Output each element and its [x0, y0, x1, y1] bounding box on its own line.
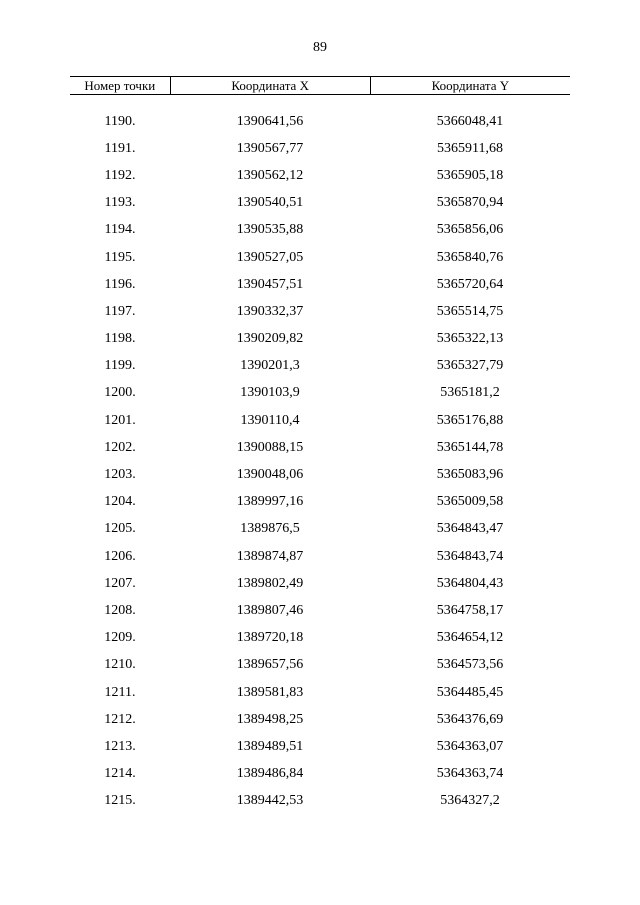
coordinate-y-cell: 5365840,76: [436, 249, 504, 265]
coordinate-x-cell: 1390201,3: [240, 358, 300, 374]
point-number-cell: 1194.: [104, 222, 136, 238]
coordinate-y-cell: 5365514,75: [436, 303, 504, 319]
coordinate-x-cell: 1390527,05: [236, 249, 304, 265]
coordinate-y-cell: 5364327,2: [440, 793, 500, 809]
coordinate-y-cell: 5365322,13: [436, 331, 504, 347]
table-body: [70, 108, 570, 815]
coordinate-x-cell: 1390535,88: [236, 222, 304, 238]
coordinate-y-cell: 5365009,58: [436, 494, 504, 510]
coordinate-x-cell: 1390641,56: [236, 113, 304, 129]
table-row: [70, 190, 570, 217]
table-row: [70, 135, 570, 162]
coordinate-y-cell: 5365083,96: [436, 467, 504, 483]
table-row: [70, 597, 570, 624]
point-number-cell: 1196.: [104, 276, 136, 292]
table-row: [70, 108, 570, 135]
point-number-cell: 1206.: [104, 548, 136, 564]
coordinate-y-cell: 5364485,45: [436, 684, 504, 700]
coordinate-x-cell: 1389498,25: [236, 711, 304, 727]
table-row: [70, 706, 570, 733]
coordinate-x-cell: 1389802,49: [236, 575, 304, 591]
coordinate-x-cell: 1390567,77: [236, 140, 304, 156]
column-header-coordinate-x: Координата X: [171, 77, 371, 94]
point-number-cell: 1200.: [104, 385, 136, 401]
column-header-point-number: Номер точки: [70, 77, 171, 94]
column-header-coordinate-y: Координата Y: [431, 78, 510, 93]
coordinate-y-cell: 5364654,12: [436, 630, 504, 646]
table-row: [70, 326, 570, 353]
coordinate-x-cell: 1390103,9: [240, 385, 300, 401]
table-row: [70, 407, 570, 434]
coordinate-y-cell: 5364363,74: [436, 766, 504, 782]
table-row: [70, 353, 570, 380]
point-number-cell: 1207.: [104, 575, 136, 591]
point-number-cell: 1202.: [104, 439, 136, 455]
coordinate-x-cell: 1389876,5: [240, 521, 300, 537]
point-number-cell: 1203.: [104, 467, 136, 483]
coordinate-y-cell: 5364573,56: [436, 657, 504, 673]
point-number-cell: 1197.: [104, 303, 136, 319]
coordinate-x-cell: 1389657,56: [236, 657, 304, 673]
coordinate-x-cell: 1390110,4: [240, 412, 300, 428]
table-row: [70, 570, 570, 597]
coordinate-y-cell: 5364843,74: [436, 548, 504, 564]
table-row: [70, 461, 570, 488]
coordinate-x-cell: 1389807,46: [236, 602, 304, 618]
coordinate-y-cell: 5365856,06: [436, 222, 504, 238]
point-number-cell: 1213.: [104, 738, 136, 754]
coordinate-x-cell: 1390088,15: [236, 439, 304, 455]
table-row: [70, 652, 570, 679]
coordinate-x-cell: 1389486,84: [236, 766, 304, 782]
point-number-cell: 1208.: [104, 602, 136, 618]
coordinate-y-cell: 5365176,88: [436, 412, 504, 428]
page-number: 89: [313, 40, 327, 55]
point-number-cell: 1211.: [104, 684, 136, 700]
coordinate-y-cell: 5365870,94: [436, 195, 504, 211]
table-row: [70, 625, 570, 652]
point-number-cell: 1205.: [104, 521, 136, 537]
table-row: [70, 244, 570, 271]
table-row: [70, 543, 570, 570]
table-row: [70, 162, 570, 189]
point-number-cell: 1204.: [104, 494, 136, 510]
coordinate-x-cell: 1389874,87: [236, 548, 304, 564]
coordinate-x-cell: 1390540,51: [236, 195, 304, 211]
coordinate-x-cell: 1389581,83: [236, 684, 304, 700]
coordinate-y-cell: 5364376,69: [436, 711, 504, 727]
coordinate-x-cell: 1389720,18: [236, 630, 304, 646]
coordinate-y-cell: 5366048,41: [436, 113, 504, 129]
table-row: [70, 788, 570, 815]
point-number-cell: 1192.: [104, 167, 136, 183]
coordinate-y-cell: 5364758,17: [436, 602, 504, 618]
table-row: [70, 298, 570, 325]
table-row: [70, 489, 570, 516]
point-number-cell: 1210.: [104, 657, 136, 673]
point-number-cell: 1195.: [104, 249, 136, 265]
table-row: [70, 679, 570, 706]
point-number-cell: 1214.: [104, 766, 136, 782]
point-number-cell: 1191.: [104, 140, 136, 156]
table-row: [70, 761, 570, 788]
point-number-cell: 1201.: [104, 412, 136, 428]
coordinate-y-cell: 5365720,64: [436, 276, 504, 292]
coordinate-y-cell: 5364804,43: [436, 575, 504, 591]
coordinate-y-cell: 5364843,47: [436, 521, 504, 537]
coordinate-x-cell: 1390332,37: [236, 303, 304, 319]
coordinate-y-cell: 5364363,07: [436, 738, 504, 754]
coordinate-x-cell: 1390562,12: [236, 167, 304, 183]
table-row: [70, 434, 570, 461]
point-number-cell: 1209.: [104, 630, 136, 646]
point-number-cell: 1199.: [104, 358, 136, 374]
coordinate-x-cell: 1389442,53: [236, 793, 304, 809]
point-number-cell: 1198.: [104, 331, 136, 347]
point-number-cell: 1212.: [104, 711, 136, 727]
coordinate-y-cell: 5365327,79: [436, 358, 504, 374]
coordinate-x-cell: 1390209,82: [236, 331, 304, 347]
coordinate-y-cell: 5365905,18: [436, 167, 504, 183]
table-row: [70, 217, 570, 244]
table-row: [70, 733, 570, 760]
coordinate-x-cell: 1389997,16: [236, 494, 304, 510]
point-number-cell: 1193.: [104, 195, 136, 211]
coordinate-x-cell: 1390457,51: [236, 276, 304, 292]
table-header: [70, 76, 570, 95]
coordinate-y-cell: 5365911,68: [437, 140, 503, 156]
point-number-cell: 1215.: [104, 793, 136, 809]
point-number-cell: 1190.: [104, 113, 136, 129]
coordinate-x-cell: 1389489,51: [236, 738, 304, 754]
coordinate-y-cell: 5365144,78: [436, 439, 504, 455]
coordinate-x-cell: 1390048,06: [236, 467, 304, 483]
coordinate-y-cell: 5365181,2: [440, 385, 500, 401]
table-row: [70, 380, 570, 407]
table-row: [70, 516, 570, 543]
table-row: [70, 271, 570, 298]
